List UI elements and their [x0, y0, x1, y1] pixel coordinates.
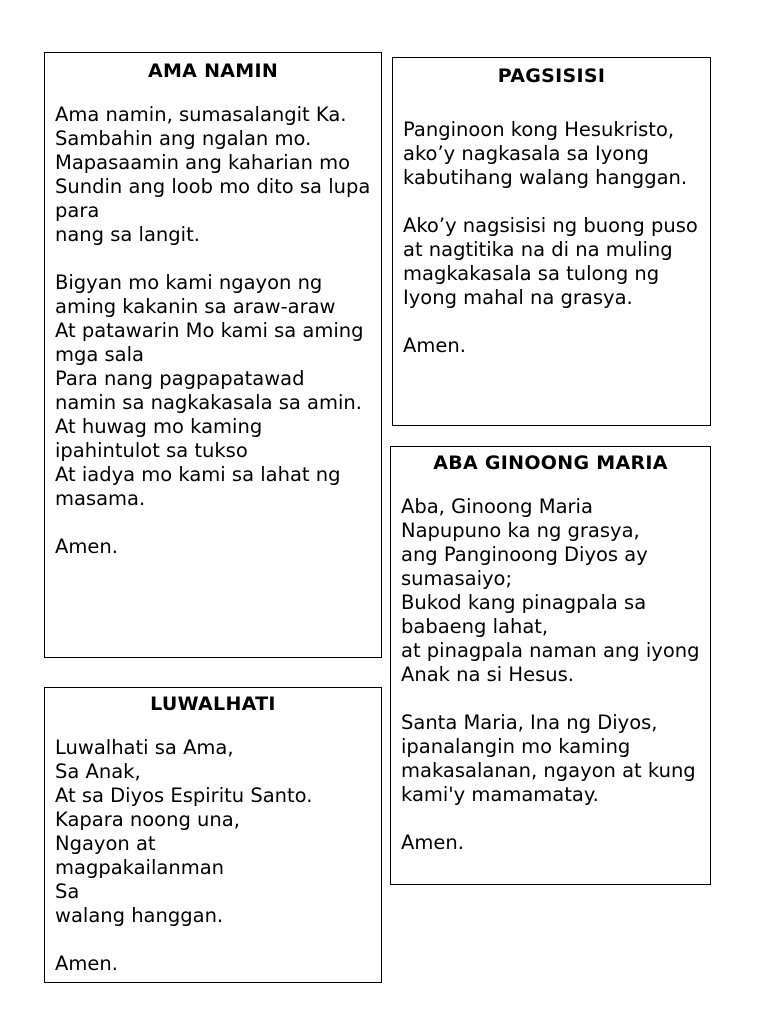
prayer-stanza [55, 535, 371, 559]
prayer-line: Panginoon kong Hesukristo, ako’y nagkasala sa Iyong kabutihang walang hanggan. [403, 118, 688, 189]
prayer-stanza [403, 334, 700, 358]
prayer-stanza [401, 495, 700, 687]
prayer-stanza [401, 831, 700, 855]
prayer-line: Ngayon at [55, 832, 156, 855]
prayer-card-ama-namin [44, 52, 382, 658]
prayer-stanza [55, 952, 371, 976]
prayer-line: Sa [55, 880, 80, 903]
prayer-line: magpakailanman [55, 856, 224, 879]
prayer-line: Santa Maria, Ina ng Diyos, ipanalangin mo kaming makasalanan, ngayon at kung kami'y mamamatay. [401, 711, 696, 806]
prayer-line: At patawarin Mo kami sa aming mga sala [55, 319, 364, 366]
prayer-line: ang Panginoong Diyos ay sumasaiyo; [401, 543, 648, 590]
prayer-line: Sambahin ang ngalan mo. [55, 127, 312, 150]
prayer-line: At sa Diyos Espiritu Santo. [55, 784, 313, 807]
prayer-stanza [401, 711, 700, 807]
prayer-title: ABA GINOONG MARIA [433, 452, 668, 474]
prayer-card-aba-ginoong-maria [390, 446, 711, 885]
prayer-line: Ama namin, sumasalangit Ka. [55, 103, 347, 126]
prayer-line: Sa Anak, [55, 760, 141, 783]
prayer-line: Kapara noong una, [55, 808, 240, 831]
prayer-stanza [403, 214, 700, 310]
prayer-title: LUWALHATI [150, 693, 276, 715]
prayer-card-pagsisisi [392, 57, 711, 426]
prayer-line: Mapasaamin ang kaharian mo [55, 151, 351, 174]
prayer-title: AMA NAMIN [147, 60, 279, 82]
prayer-line: At huwag mo kaming ipahintulot sa tukso [55, 415, 263, 462]
prayer-amen: Amen. [403, 334, 466, 357]
prayer-line: walang hanggan. [55, 904, 224, 927]
prayer-line: At iadya mo kami sa lahat ng masama. [55, 463, 341, 510]
prayer-line: Aba, Ginoong Maria [401, 495, 593, 518]
prayer-stanza [55, 271, 371, 511]
prayer-line: Sundin ang loob mo dito sa lupa para [55, 175, 371, 222]
prayer-line: Ako’y nagsisisi ng buong puso at nagtitika na di na muling magkakasala sa tulong ng Iyong mahal na grasya. [403, 214, 698, 309]
prayer-line: nang sa langit. [55, 223, 200, 246]
prayer-line: Bukod kang pinagpala sa babaeng lahat, [401, 591, 647, 638]
prayer-line: Para nang pagpapatawad namin sa nagkakasala sa amin. [55, 367, 362, 414]
prayer-stanza [55, 103, 371, 247]
prayer-stanza [403, 118, 700, 190]
prayer-amen: Amen. [55, 952, 118, 975]
prayer-card-luwalhati [44, 687, 382, 983]
prayer-amen: Amen. [401, 831, 464, 854]
prayer-line: at pinagpala naman ang iyong Anak na si Hesus. [401, 639, 700, 686]
prayer-line: Bigyan mo kami ngayon ng aming kakanin sa araw-araw [55, 271, 336, 318]
prayer-line: Napupuno ka ng grasya, [401, 519, 640, 542]
prayer-line: Luwalhati sa Ama, [55, 736, 234, 759]
prayer-stanza [55, 736, 371, 928]
prayer-amen: Amen. [55, 535, 118, 558]
prayer-title: PAGSISISI [497, 65, 606, 87]
